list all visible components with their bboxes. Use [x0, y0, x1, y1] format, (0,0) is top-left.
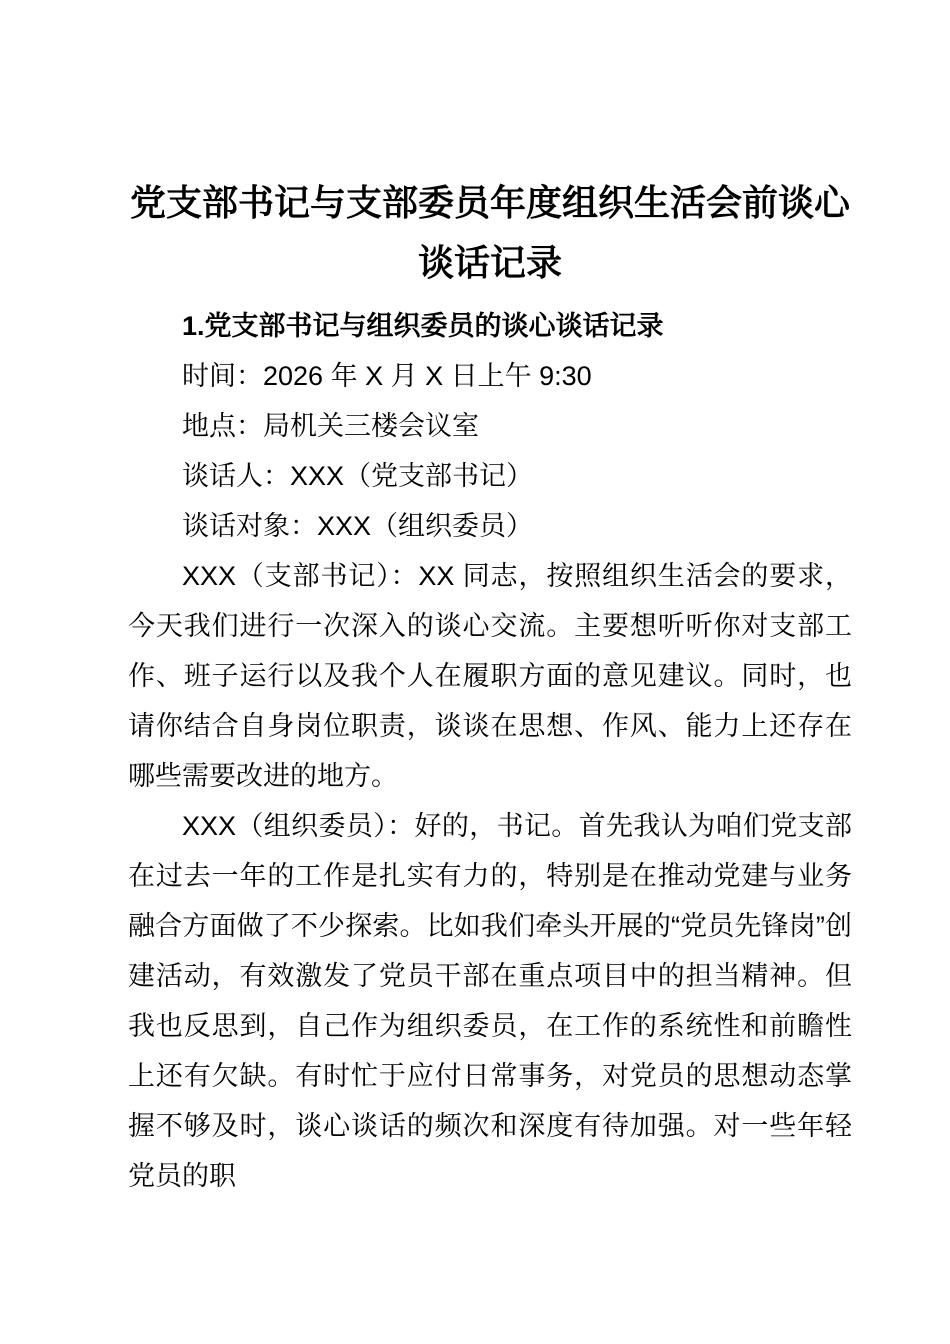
meta-line-location: 地点：局机关三楼会议室: [182, 411, 479, 441]
meta-line-interviewer: 谈话人：XXX（党支部书记）: [182, 461, 534, 491]
paragraph-member-remarks: XXX（组织委员）：好的，书记。首先我认为咱们党支部在过去一年的工作是扎实有力的，特别是在推动党建与业务融合方面做了不少探索。比如我们牵头开展的“党员先锋岗”创建活动，有效激发了党员干部在重点项目中的担当精神。但我也反思到，自己作为组织委员，在工作的系统性和前瞻性上还有欠缺。有时忙于应付日常事务，对党员的思想动态掌握不够及时，谈心谈话的频次和深度有待加强。对一些年轻党员的职: [128, 811, 852, 1191]
doc-title-line-1: 党支部书记与支部委员年度组织生活会前谈心: [129, 182, 850, 223]
doc-title: [128, 173, 852, 293]
doc-title-line-2: 谈话记录: [417, 242, 562, 283]
meta-line-time: 时间：2026 年 X 月 X 日上午 9:30: [182, 361, 592, 391]
paragraph-secretary-remarks: XXX（支部书记）：XX 同志，按照组织生活会的要求，今天我们进行一次深入的谈心交流。主要想听听你对支部工作、班子运行以及我个人在履职方面的意见建议。同时，也请你结合自身岗位职责，谈谈在思想、作风、能力上还存在哪些需要改进的地方。: [128, 561, 852, 791]
section-heading: 1.党支部书记与组织委员的谈心谈话记录: [182, 311, 664, 341]
meta-line-interviewee: 谈话对象：XXX（组织委员）: [182, 511, 534, 541]
